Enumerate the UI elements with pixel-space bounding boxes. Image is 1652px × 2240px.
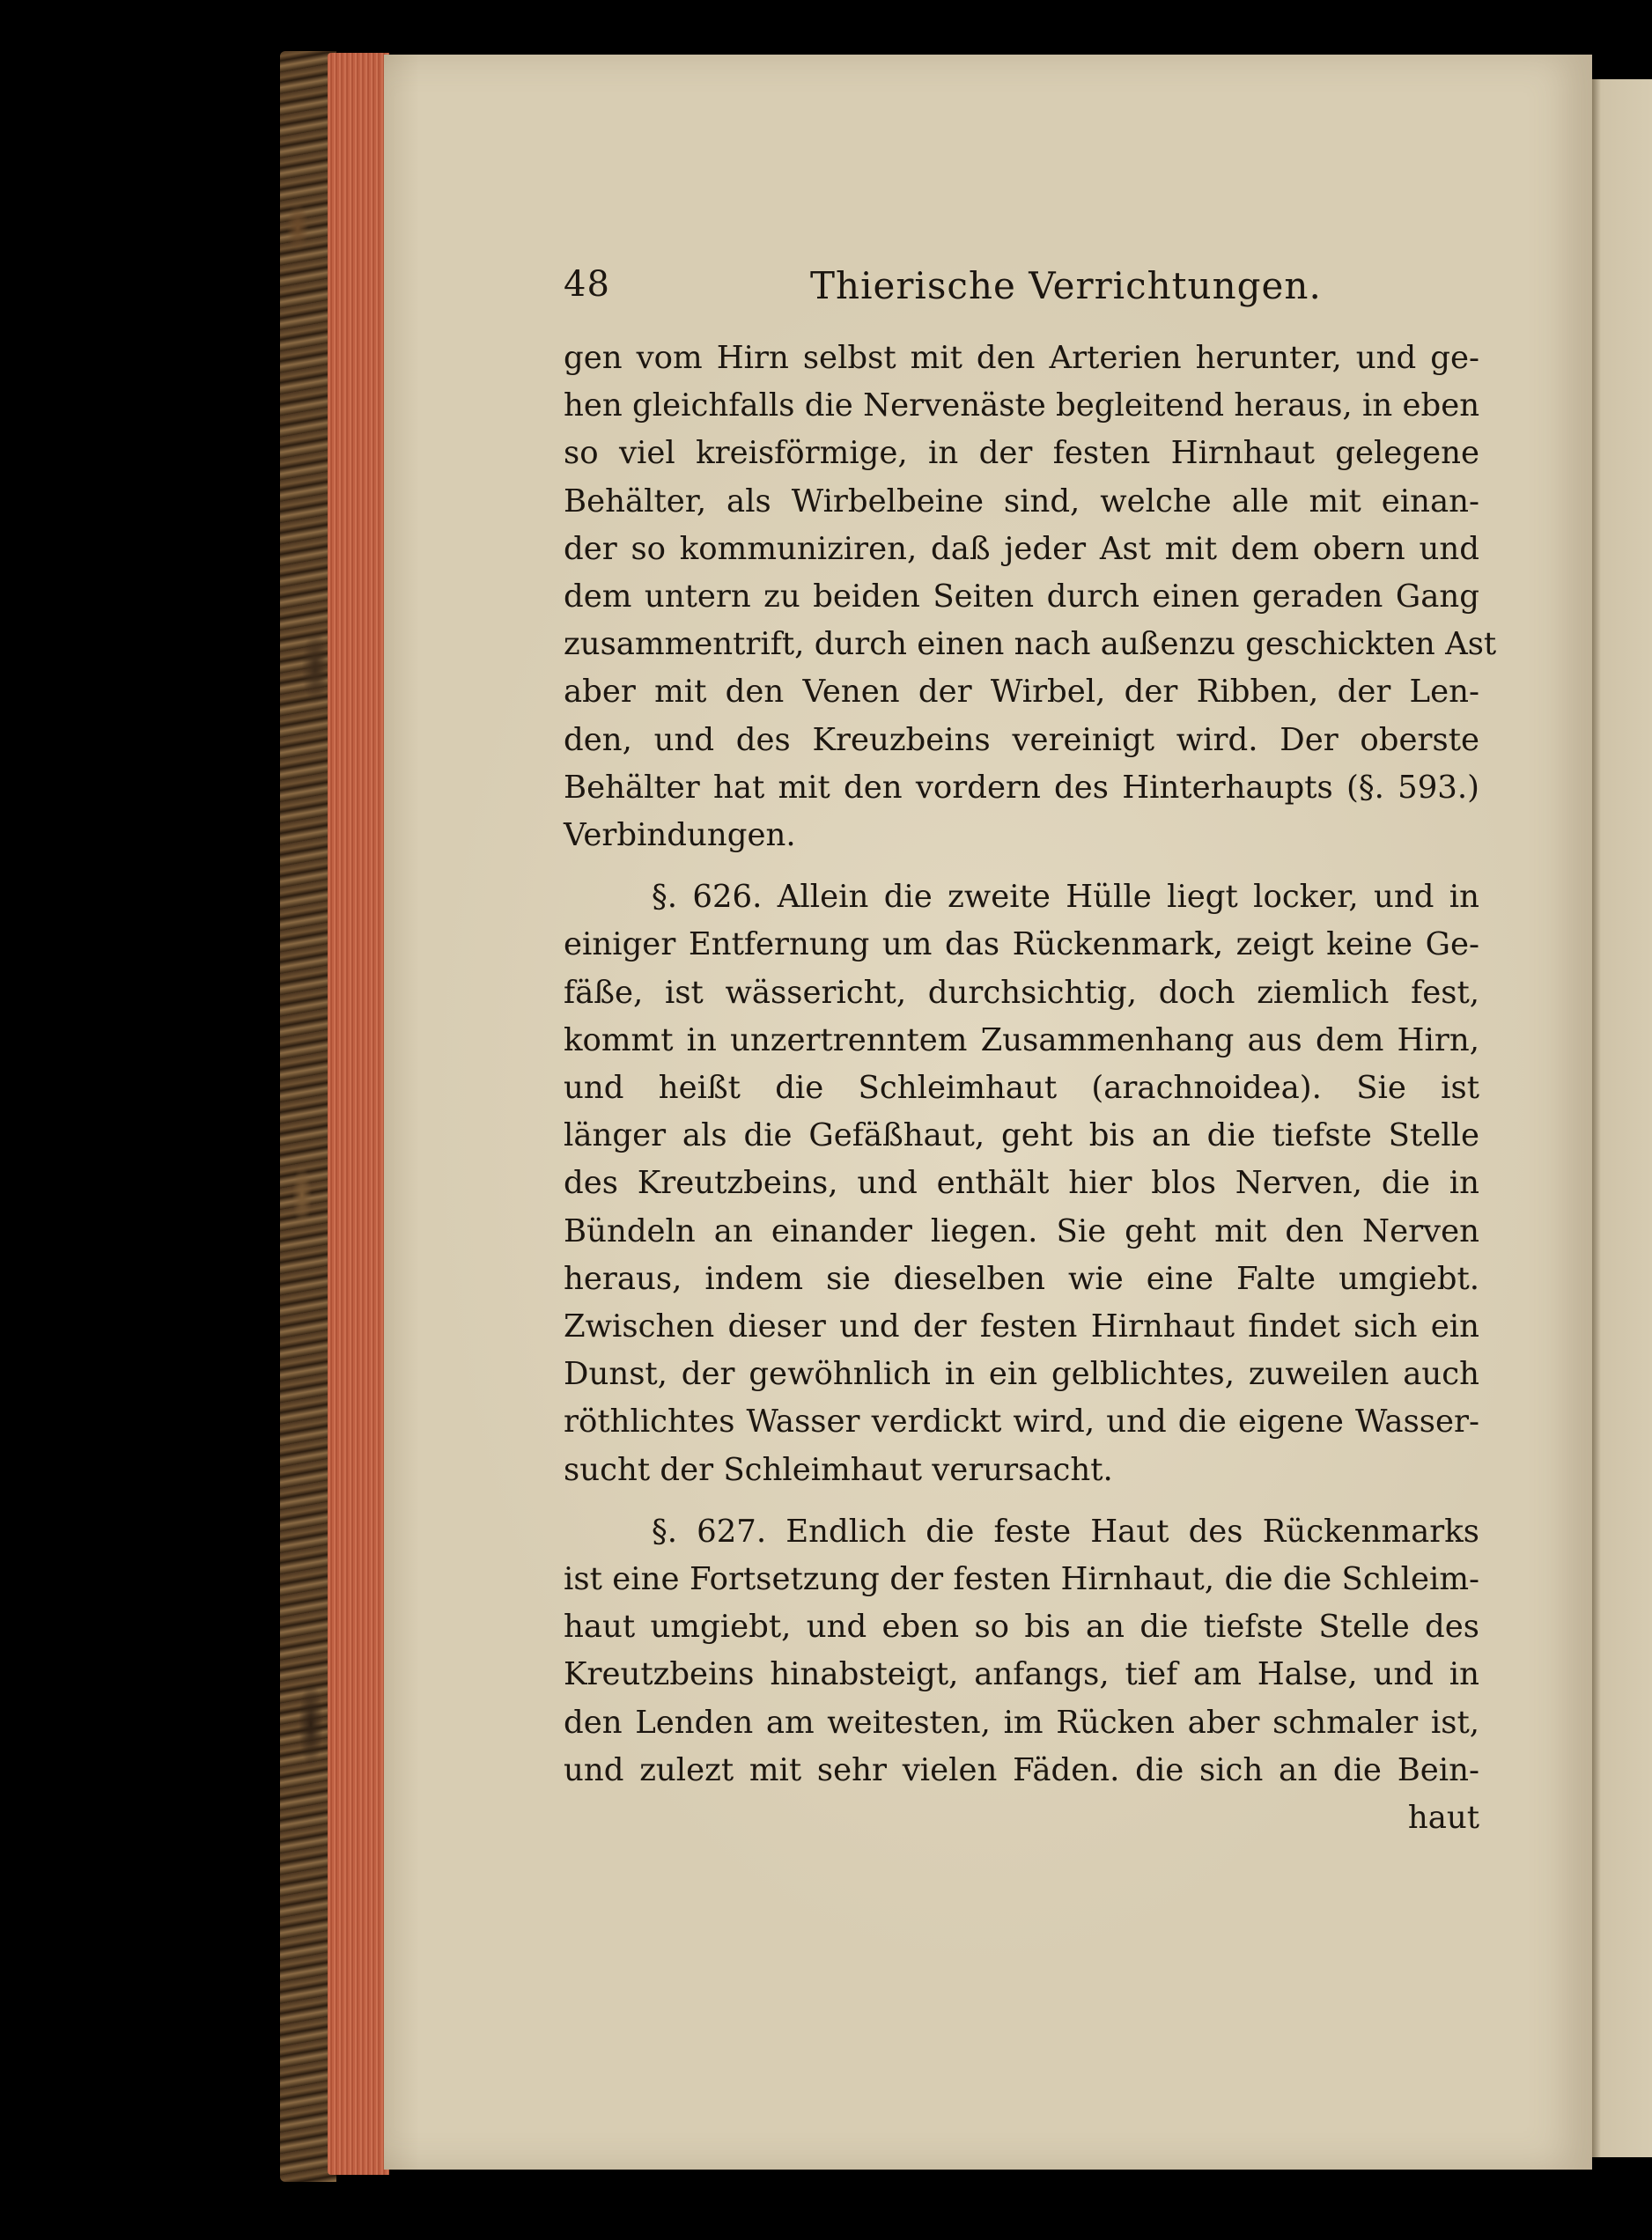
text-line: röthlichtes Wasser verdickt wird, und die eigene Wasser- [564, 1404, 1479, 1441]
text-line: Zwischen dieser und der festen Hirnhaut findet sich ein [564, 1308, 1479, 1345]
text-line: hen gleichfalls die Nervenäste begleitend heraus, in eben [564, 387, 1480, 424]
running-header [564, 255, 1479, 335]
text-line: und heißt die Schleimhaut (arachnoidea). Sie ist [564, 1070, 1479, 1107]
text-line: Verbindungen. [564, 817, 796, 854]
text-line: länger als die Gefäßhaut, geht bis an die tiefste Stelle [564, 1117, 1479, 1154]
text-line: ist eine Fortsetzung der festen Hirnhaut, die die Schleim- [564, 1561, 1479, 1598]
paragraph-626 [564, 873, 1479, 1494]
text-line: der so kommuniziren, daß jeder Ast mit dem obern und [564, 530, 1479, 567]
paragraph-gap [564, 1494, 1479, 1508]
text-line: fäße, ist wässericht, durchsichtig, doch ziemlich fest, [564, 974, 1479, 1011]
page-number: 48 [564, 264, 610, 305]
text-line: kommt in unzertrenntem Zusammenhang aus dem Hirn, [564, 1021, 1479, 1058]
running-title: Thierische Verrichtungen. [810, 264, 1322, 307]
text-line: Bündeln an einander liegen. Sie geht mit den Nerven [564, 1212, 1479, 1249]
text-line: Dunst, der gewöhnlich in ein gelblichtes, zuweilen auch [564, 1356, 1479, 1393]
text-line: den, und des Kreuzbeins vereinigt wird. Der oberste [564, 721, 1479, 758]
paragraph-1 [564, 335, 1497, 859]
text-line: zusammentrift, durch einen nach außenzu geschickten Ast [564, 626, 1497, 663]
text-line: Behälter, als Wirbelbeine sind, welche alle mit einan- [564, 483, 1479, 519]
text-line: sucht der Schleimhaut verursacht. [564, 1451, 1113, 1488]
text-line: Kreutzbeins hinabsteigt, anfangs, tief am Halse, und in [564, 1656, 1479, 1693]
text-line: §. 626. Allein die zweite Hülle liegt locker, und in [652, 879, 1479, 916]
text-line: gen vom Hirn selbst mit den Arterien herunter, und ge- [564, 340, 1479, 376]
text-line: heraus, indem sie dieselben wie eine Falte umgiebt. [564, 1260, 1479, 1297]
text-line: den Lenden am weitesten, im Rücken aber schmaler ist, [564, 1704, 1479, 1741]
paragraph-627 [564, 1508, 1479, 1794]
paragraph-gap [564, 859, 1479, 873]
text-line: haut umgiebt, und eben so bis an die tiefste Stelle des [564, 1609, 1479, 1646]
text-line: §. 627. Endlich die feste Haut des Rückenmarks [652, 1513, 1479, 1550]
catchword: haut [1407, 1800, 1479, 1837]
text-line: so viel kreisförmige, in der festen Hirnhaut gelegene [564, 435, 1479, 472]
facing-page-edge [1592, 79, 1652, 2157]
text-line: einiger Entfernung um das Rückenmark, zeigt keine Ge- [564, 926, 1479, 963]
text-block [564, 255, 1497, 1842]
text-line: aber mit den Venen der Wirbel, der Ribben, der Len- [564, 674, 1479, 711]
text-line: dem untern zu beiden Seiten durch einen geraden Gang [564, 578, 1479, 615]
red-page-edges [328, 53, 389, 2175]
text-line: Behälter hat mit den vordern des Hinterhaupts (§. 593.) [564, 769, 1479, 806]
text-line: des Kreutzbeins, und enthält hier blos Nerven, die in [564, 1165, 1479, 1202]
text-line: und zulezt mit sehr vielen Fäden. die sich an die Bein- [564, 1751, 1479, 1788]
